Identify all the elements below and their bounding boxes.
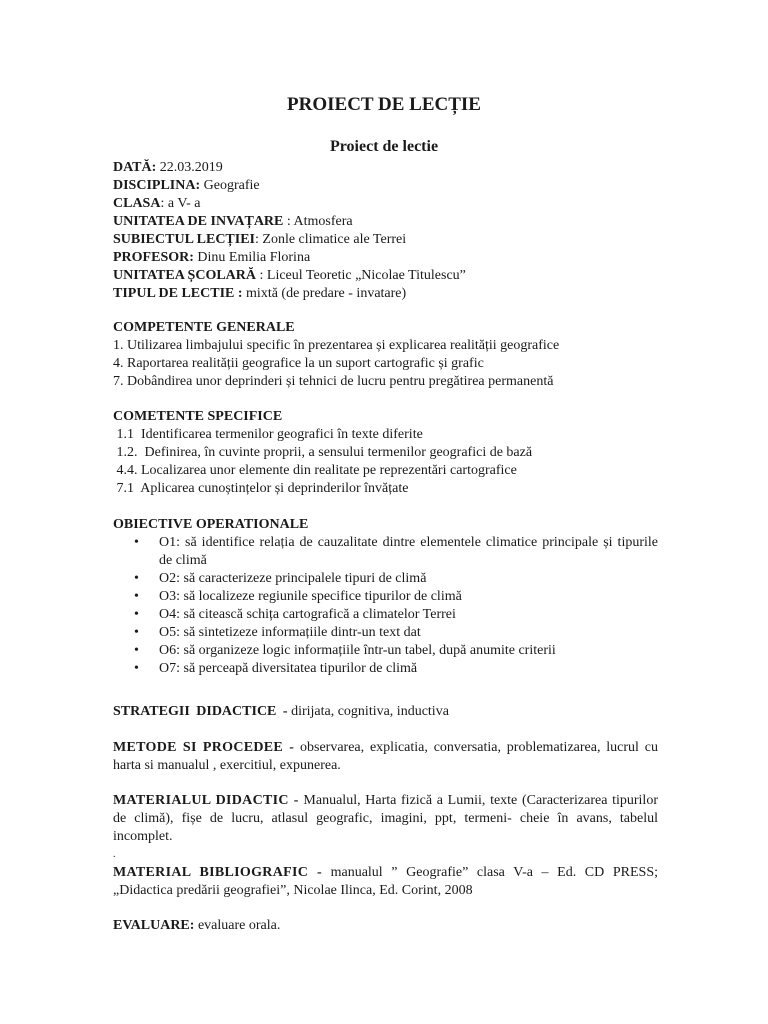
section-value: Manualul, Harta fizică a Lumii, texte (Caracterizarea tipurilor de climă), fișe de lucru, atlasul geografic, imagini, ppt, termeni- cheie în avans, tabelul incomplet. [113,793,658,844]
section-label: STRATEGII DIDACTICE - [113,704,288,719]
list-item: • O3: să localizeze regiunile specifice tipurilor de climă [113,588,658,606]
section-heading: COMPETENTE GENERALE [113,320,295,335]
info-lesson-type [113,285,658,303]
info-value: mixtă (de predare - invatare) [242,286,407,301]
info-value: : Zonle climatice ale Terrei [255,232,407,247]
section-value: dirijata, cognitiva, inductiva [287,704,449,719]
list-item: • O1: să identifice relația de cauzalitate dintre elementele climatice principale și tipurile de climă [113,534,658,570]
methods [113,739,658,775]
section-label: MATERIALUL DIDACTIC - [113,793,299,808]
info-value: Dinu Emilia Florina [193,250,311,265]
info-value: : Atmosfera [283,214,353,229]
lesson-info [113,159,658,303]
section-heading: OBIECTIVE OPERATIONALE [113,517,309,532]
evaluation [113,917,658,935]
info-label: PROFESOR: [113,250,194,265]
info-unit [113,213,658,231]
list-item: • O4: să citească schița cartografică a climatelor Terrei [113,606,658,624]
info-label: TIPUL DE LECTIE : [113,286,243,301]
list-item: • O2: să caracterizeze principalele tipuri de climă [113,570,658,588]
list-item: • O7: să perceapă diversitatea tipurilor de climă [113,660,658,678]
info-discipline [113,177,658,195]
info-teacher [113,249,658,267]
info-label: CLASA [113,196,161,211]
section-label: METODE SI PROCEDEE - [113,740,295,755]
info-date [113,159,658,177]
info-subject [113,231,658,249]
section-label: MATERIAL BIBLIOGRAFIC - [113,865,322,880]
info-label: UNITATEA ȘCOLARĂ [113,268,257,283]
info-label: DISCIPLINA: [113,178,201,193]
specific-competences [113,408,658,498]
general-competences [113,319,658,391]
info-value: 22.03.2019 [156,160,223,175]
list-item: 7. Dobândirea unor deprinderi și tehnici de lucru pentru pregătirea permanentă [113,374,554,389]
section-value: evaluare orala. [194,918,281,933]
info-value: : Liceul Teoretic „Nicolae Titulescu” [256,268,466,283]
operational-objectives [113,516,658,678]
list-item: 4.4. Localizarea unor elemente din realitate pe reprezentări cartografice [113,463,517,478]
info-label: DATĂ: [113,160,157,175]
bibliographic-material [113,864,658,900]
info-label: SUBIECTUL LECȚIEI [113,232,256,247]
objectives-list [113,534,658,678]
didactic-strategies [113,703,658,721]
list-item: 1.1 Identificarea termenilor geografici în texte diferite [113,427,423,442]
info-value: : a V- a [160,196,201,211]
section-value: observarea, explicatia, conversatia, problematizarea, lucrul cu harta si manualul , exercitiul, expunerea. [113,740,658,773]
section-label: EVALUARE: [113,918,195,933]
list-item: • O6: să organizeze logic informațiile într-un tabel, după anumite criterii [113,642,658,660]
list-item: • O5: să sintetizeze informațiile dintr-un text dat [113,624,658,642]
didactic-material [113,792,658,846]
stray-dot: . [113,849,116,860]
info-value: Geografie [200,178,260,193]
list-item: 7.1 Aplicarea cunoștințelor și deprinderilor învățate [113,481,409,496]
list-item: 1.2. Definirea, în cuvinte proprii, a sensului termenilor geografici de bază [113,445,533,460]
section-heading: COMETENTE SPECIFICE [113,409,283,424]
info-school [113,267,658,285]
document-title: PROIECT DE LECȚIE [287,94,481,115]
list-item: 4. Raportarea realității geografice la un suport cartografic și grafic [113,356,484,371]
list-item: 1. Utilizarea limbajului specific în prezentarea și explicarea realității geografice [113,338,560,353]
section-value: manualul ” Geografie” clasa V-a – Ed. CD PRESS; „Didactica predării geografiei”, Nicolae Ilinca, Ed. Corint, 2008 [113,865,659,898]
info-label: UNITATEA DE INVAȚARE [113,214,284,229]
document-subtitle: Proiect de lectie [329,138,439,155]
info-class [113,195,658,213]
